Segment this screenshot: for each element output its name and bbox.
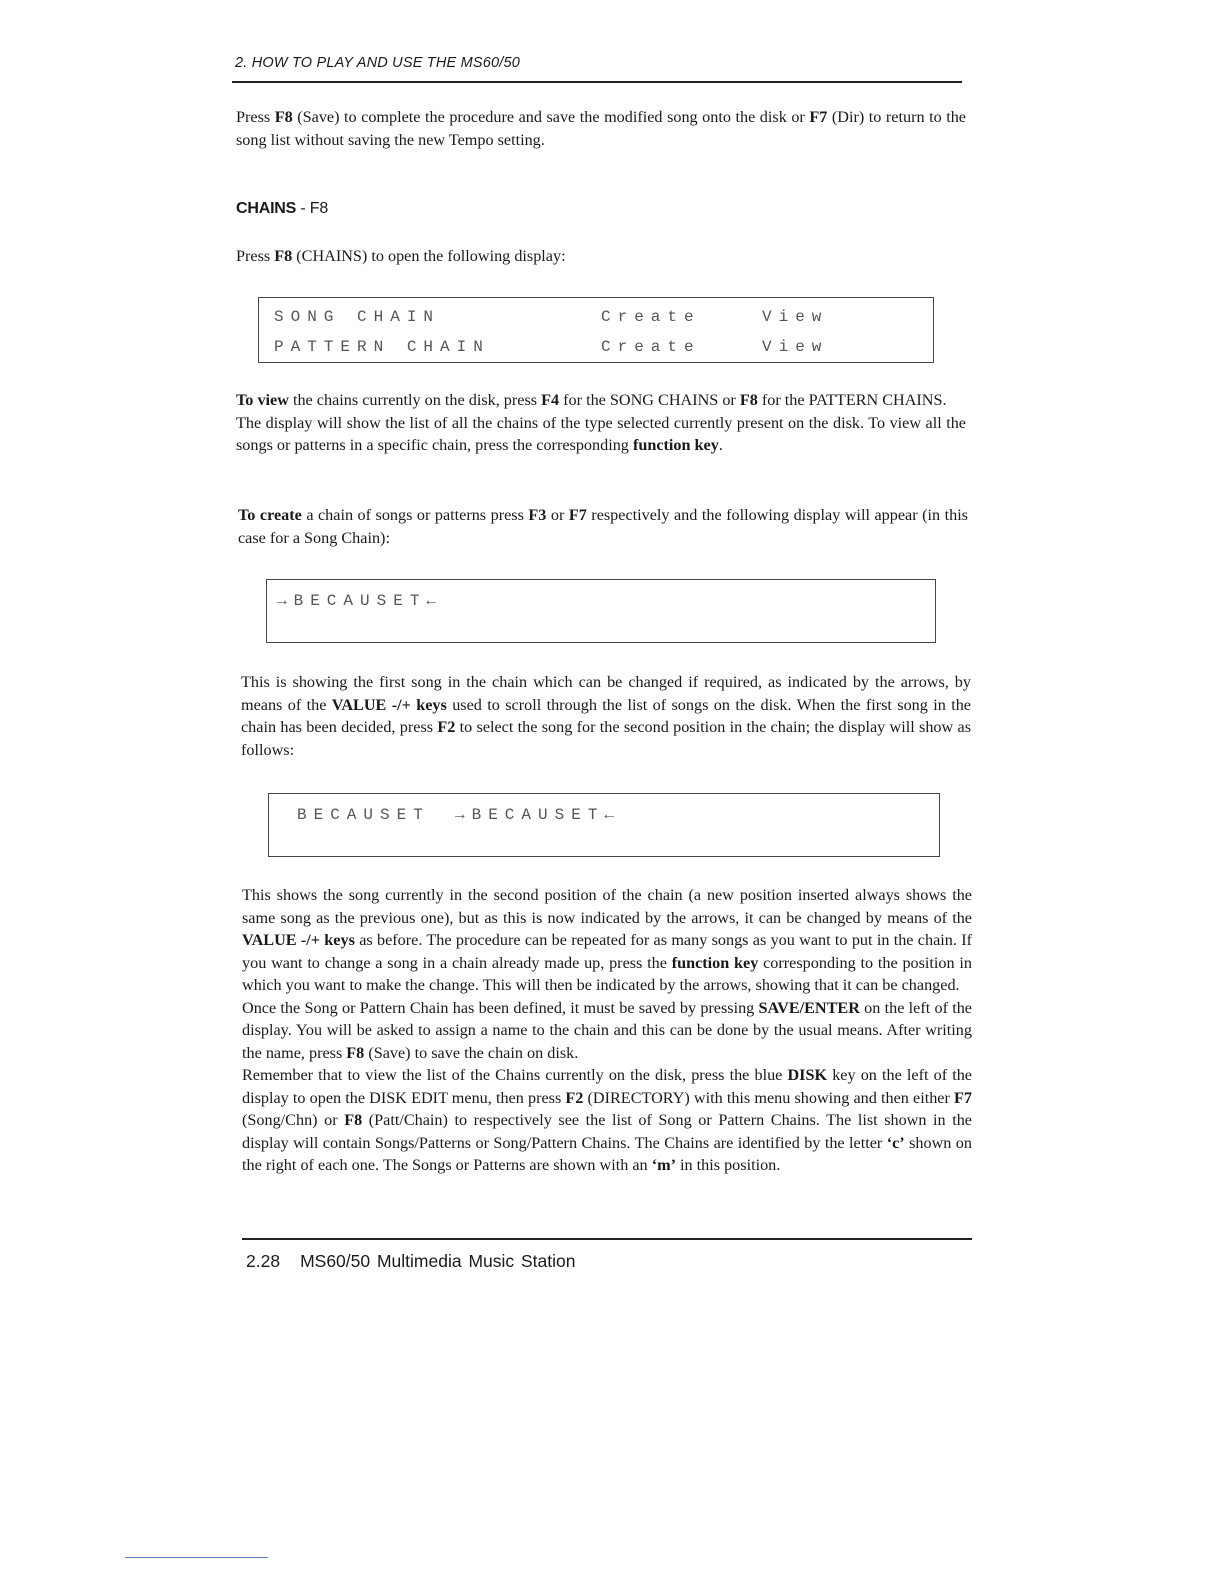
page-footer bbox=[246, 1251, 575, 1272]
lcd-song-view: View bbox=[762, 308, 829, 326]
lcd-second-right-text: →BECAUSET← bbox=[455, 806, 622, 824]
page-number: 2.28 bbox=[246, 1251, 281, 1271]
header-rule bbox=[232, 81, 962, 83]
lcd-second-left-text: BECAUSET bbox=[297, 806, 430, 824]
lcd-display-second-song bbox=[268, 793, 940, 857]
section-key: - F8 bbox=[296, 200, 329, 217]
lcd-pattern-create: Create bbox=[601, 338, 701, 356]
open-display-paragraph: Press F8 (CHAINS) to open the following display: bbox=[236, 247, 566, 265]
footer-rule bbox=[242, 1238, 972, 1240]
second-position-paragraph: This shows the song currently in the second position of the chain (a new position inserted always shows the same song as the previous one), but as this is now indicated by the arrows, it can be changed by means of the VALUE -/+ keys as before. The procedure can be repeated for as many songs as you want to put in the chain. If you want to change a song in a chain already made up, press the function key corresponding to the position in which you want to make the change. This will then be indicated by the arrows, showing that it can be changed. Once the Song or Pattern Chain has been defined, it must be saved by pressing SAVE/ENTER on the left of the display. You will be asked to assign a name to the chain and this can be done by the usual means. After writing the name, press F8 (Save) to save the chain on disk. Remember that to view the list of the Chains currently on the disk, press the blue DISK key on the left of the display to open the DISK EDIT menu, then press F2 (DIRECTORY) with this menu showing and then either F7 (Song/Chn) or F8 (Patt/Chain) to respectively see the list of Song or Pattern Chains. The list shown in the display will contain Songs/Patterns or Song/Pattern Chains. The Chains are identified by the letter ‘c’ shown on the right of each one. The Songs or Patterns are shown with an ‘m’ in this position. bbox=[242, 886, 972, 1174]
to-create-paragraph: To create a chain of songs or patterns press F3 or F7 respectively and the following display will appear (in this case for a Song Chain): bbox=[238, 506, 968, 547]
lcd-display-chains bbox=[258, 297, 934, 363]
lcd-display-first-song bbox=[266, 579, 936, 643]
first-song-paragraph: This is showing the first song in the chain which can be changed if required, as indicated by the arrows, by means of the VALUE -/+ keys used to scroll through the list of songs on the disk. When the first song in the chain has been decided, press F2 to select the song for the second position in the chain; the display will show as follows: bbox=[241, 673, 971, 759]
lcd-pattern-chain-label: PATTERN CHAIN bbox=[274, 338, 490, 356]
intro-paragraph: Press F8 (Save) to complete the procedure and save the modified song onto the disk or F7 (Dir) to return to the song list without saving the new Tempo setting. bbox=[236, 108, 966, 149]
footer-title: MS60/50 Multimedia Music Station bbox=[300, 1251, 576, 1271]
lcd-song-create: Create bbox=[601, 308, 701, 326]
corner-line bbox=[125, 1557, 268, 1558]
to-view-paragraph: To view the chains currently on the disk, press F4 for the SONG CHAINS or F8 for the PATTERN CHAINS. The display will show the list of all the chains of the type selected currently present on the disk. To view all the songs or patterns in a specific chain, press the corresponding function key. bbox=[236, 391, 966, 454]
section-title: CHAINS bbox=[236, 200, 297, 217]
lcd-pattern-view: View bbox=[762, 338, 829, 356]
running-header: 2. HOW TO PLAY AND USE THE MS60/50 bbox=[235, 55, 521, 71]
lcd-first-song-text: →BECAUSET← bbox=[277, 592, 444, 610]
section-heading bbox=[236, 200, 328, 218]
lcd-song-chain-label: SONG CHAIN bbox=[274, 308, 441, 326]
